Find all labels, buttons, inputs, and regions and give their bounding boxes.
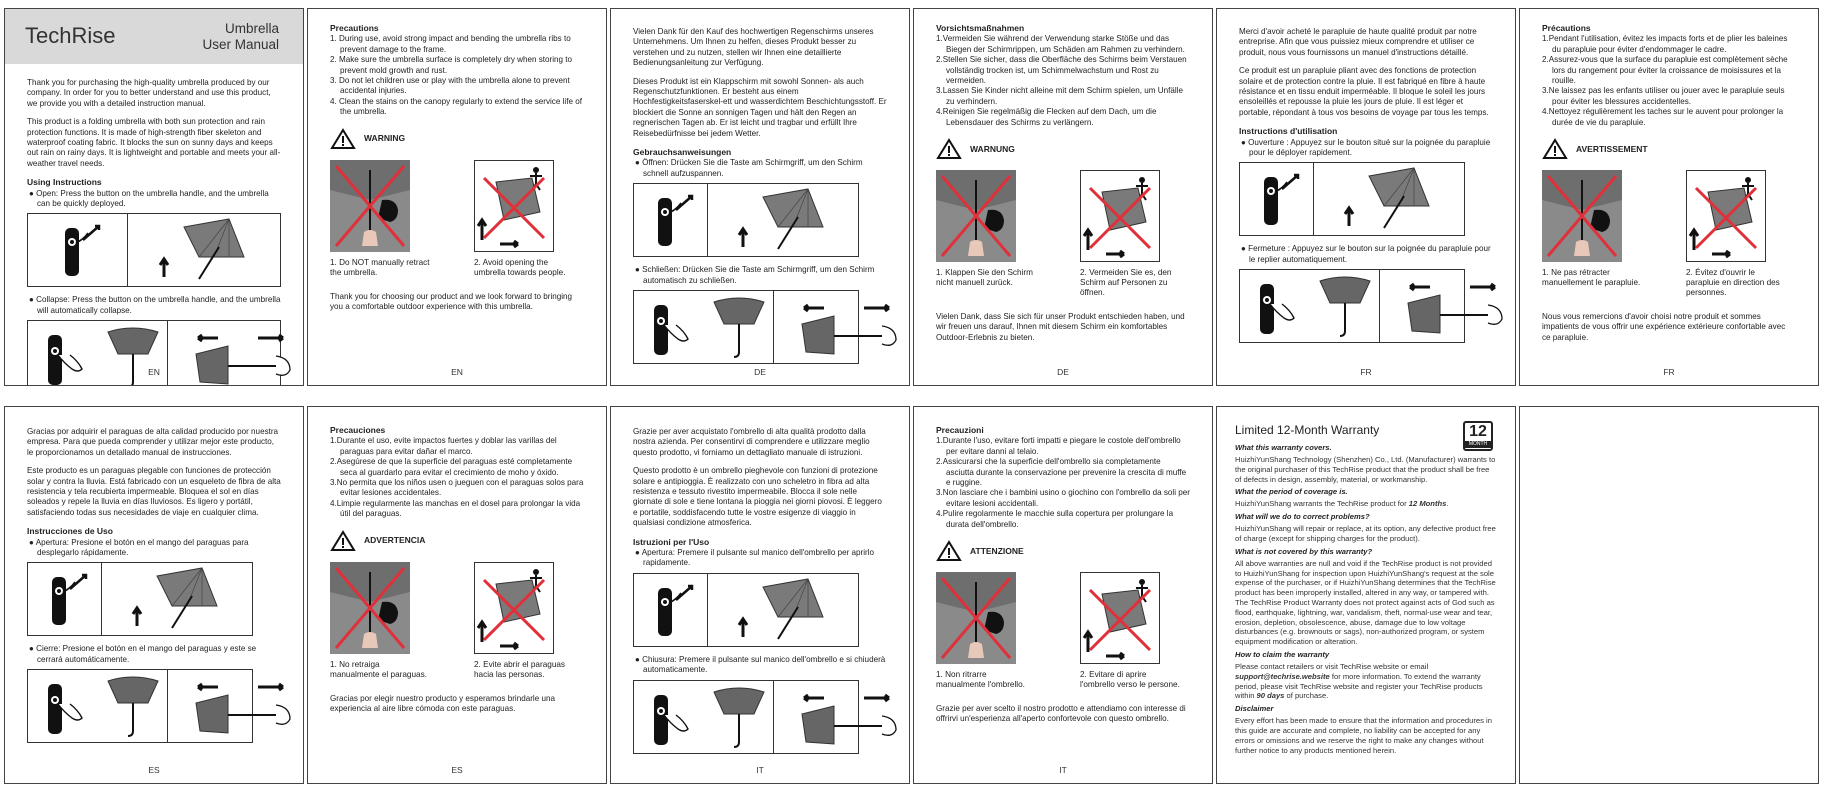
do-not-open-toward-people-icon xyxy=(474,160,554,252)
warning-caption: 1. Ne pas rétracter manuellement le parapluie. xyxy=(1542,268,1641,288)
precautions-list xyxy=(330,34,584,117)
precaution-item: 4.Nettoyez régulièrement les taches sur le auvent pour prolonger la durée de vie du parapluie. xyxy=(1542,107,1784,127)
close-instruction: ● Schließen: Drücken Sie die Taste am Schirmgriff, um den Schirm automatisch zu schließen. xyxy=(635,265,875,285)
folded-umbrella-icon xyxy=(704,684,774,750)
close-instruction: ● Collapse: Press the button on the umbrella handle, and the umbrella will automatically collapse. xyxy=(29,295,281,315)
warning-triangle-icon xyxy=(330,530,356,552)
close-figure xyxy=(27,669,253,743)
precaution-item: 4.Pulire regolarmente le macchie sulla copertura per prolungare la durata dell'ombrello. xyxy=(936,509,1174,529)
folded-umbrella-icon xyxy=(98,673,168,739)
description-text: Ce produit est un parapluie pliant avec des fonctions de protection solaire et de protection contre la pluie. Il est fabriqué en fibre à haute résistance et en tissu enduit imperméable. Il bloque le soleil les jours ensoleillés et repousse la pluie les jours de pluie. Il est léger et portable, répondant à tous vos besoins de voyage par tous les temps. xyxy=(1239,66,1489,117)
do-not-open-toward-people-icon xyxy=(474,562,554,654)
close-instruction: ● Cierre: Presione el botón en el mango del paraguas y este se cerrará automáticamente. xyxy=(29,644,257,664)
warning-label: ATTENZIONE xyxy=(970,545,1024,556)
support-email-link[interactable]: support@techrise.website xyxy=(1235,671,1330,681)
thank-you-text: Gracias por elegir nuestro producto y esperamos brindarle una experiencia al aire libre cómoda con este paraguas. xyxy=(330,693,555,714)
panel-blank xyxy=(1519,406,1819,784)
language-label: EN xyxy=(451,367,463,377)
open-figure xyxy=(27,213,281,287)
header-band xyxy=(5,9,303,64)
precaution-item: 2.Asegúrese de que la superficie del paraguas esté completamente seca al guardarlo para evitar el crecimiento de moho y óxido. xyxy=(330,457,573,477)
language-label: FR xyxy=(1663,367,1675,377)
section-title: Precauzioni xyxy=(936,425,984,435)
close-figure xyxy=(1239,269,1465,343)
warning-pictures xyxy=(1542,170,1796,298)
precaution-item: 3.Non lasciare che i bambini usino o giochino con l'ombrello da soli per evitare lesioni accidentali. xyxy=(936,488,1190,508)
thank-you-text: Nous vous remercions d'avoir choisi notre produit et sommes impatients de vous offrir une expérience extérieure confortable avec ce parapluie. xyxy=(1542,312,1786,342)
panel-es-precautions xyxy=(307,406,607,784)
warranty-answer: HuizhiYunShang Technology (Shenzhen) Co., Ltd. (Manufacturer) warrants to the original purchaser of this TechRise product that the product shall be free of defects in design, assembly, material, or workmanship. xyxy=(1235,455,1496,484)
open-instruction: ● Ouverture : Appuyez sur le bouton situé sur la poignée du parapluie pour le déployer rapidement. xyxy=(1241,137,1491,158)
language-label: IT xyxy=(1059,765,1067,775)
warning-label: ADVERTENCIA xyxy=(364,535,426,546)
precaution-item: 3.Ne laissez pas les enfants utiliser ou jouer avec le parapluie seuls pour éviter les blessures accidentelles. xyxy=(1542,86,1785,106)
open-figure xyxy=(633,183,859,257)
section-title: Instructions d'utilisation xyxy=(1239,126,1338,137)
warning-pictures xyxy=(330,562,584,680)
warning-caption: 1. Do NOT manually retract the umbrella. xyxy=(330,257,430,277)
warning-caption: 1. Klappen Sie den Schirm nicht manuell zurück. xyxy=(936,268,1033,288)
warning-pictures xyxy=(936,170,1190,298)
panel-fr-intro xyxy=(1216,8,1516,386)
folded-umbrella-icon xyxy=(704,294,774,360)
warning-caption: 1. Non ritrarre manualmente l'ombrello. xyxy=(936,670,1025,690)
umbrella-handle-icon xyxy=(43,218,113,282)
open-figure xyxy=(633,573,859,647)
umbrella-handle-icon xyxy=(30,567,100,631)
panel-warranty xyxy=(1216,406,1516,784)
description-text: Este producto es un paraguas plegable con funciones de protección solar y contra la lluvia. Está fabricado con un esqueleto de fibra de alta resistencia y tela recubierta impermeable. Bloquea el sol en días soleados y repele la lluvia en días lluviosos. Es ligero y portátil, satisfaciendo todas sus necesidades de viaje en cualquier clima. xyxy=(27,466,281,517)
panel-en-precautions xyxy=(307,8,607,386)
precautions-list xyxy=(936,436,1190,530)
open-figure xyxy=(1239,162,1465,236)
warning-caption: 2. Vermeiden Sie es, den Schirm auf Personen zu öffnen. xyxy=(1080,268,1172,298)
precaution-item: 2.Assicurarsi che la superficie dell'ombrello sia completamente asciutta durante la conservazione per prevenire la crescita di muffe e ruggine. xyxy=(936,457,1187,488)
open-instruction: ● Apertura: Premere il pulsante sul manico dell'ombrello per aprirlo rapidamente. xyxy=(635,548,875,568)
warning-picture-2 xyxy=(474,562,574,680)
precautions-list xyxy=(330,436,584,519)
do-not-open-toward-people-icon xyxy=(1080,572,1160,664)
manual-title: Umbrella User Manual xyxy=(202,21,279,52)
intro-text: Grazie per aver acquistato l'ombrello di alta qualità prodotto dalla nostra azienda. Per consentirvi di comprendere e utilizzare meglio questo prodotto, vi forniamo un dettagliato manuale di istruzioni. xyxy=(633,427,870,457)
warning-picture-1 xyxy=(936,170,1036,298)
description-text: Dieses Produkt ist ein Klappschirm mit sowohl Sonnen- als auch Regenschutzfunktionen. Er besteht aus einem Hochfestigkeitsfaserskel-ett und wasserdichtem Beschichtungsstoff. Er blockiert die Sonne an sonnigen Tagen und hält den Regen an regnerischen Tagen ab. Er ist leicht und tragbar und erfüllt Ihre Reisebedürfnisse bei jedem Wetter. xyxy=(633,76,887,138)
umbrella-open-icon xyxy=(129,217,279,283)
warning-label: WARNING xyxy=(364,133,406,144)
umbrella-open-icon xyxy=(708,577,858,643)
panel-fr-precautions xyxy=(1519,8,1819,386)
warning-header xyxy=(330,128,584,150)
precaution-item: 1. During use, avoid strong impact and bending the umbrella ribs to prevent damage to the frame. xyxy=(330,34,571,54)
warranty-answer: Every effort has been made to ensure that the information and procedures in this guide are accurate and complete, no liability can be accepted for any errors or omissions and we reserve the right to make any changes without further notice to any products mentioned herein. xyxy=(1235,716,1492,755)
language-label: DE xyxy=(1057,367,1069,377)
section-title: Precautions xyxy=(330,23,379,33)
section-title: Précautions xyxy=(1542,23,1591,33)
description-text: Questo prodotto è un ombrello pieghevole con funzioni di protezione solare e antipioggia. È realizzato con uno scheletro in fibra ad alta resistenza e tessuto rivestito impermeabile. Blocca il sole nelle giornate di sole e tiene lontana la pioggia nei giorni piovosi. È leggero e portatile, soddisfacendo tutte le vostre esigenze di viaggio in qualsiasi condizione atmosferica. xyxy=(633,466,882,528)
umbrella-handle-icon xyxy=(1242,167,1312,231)
precaution-item: 2.Assurez-vous que la surface du parapluie est complètement sèche lors du rangement pour éviter la croissance de moisissures et la rouille. xyxy=(1542,55,1788,86)
close-instruction: ● Chiusura: Premere il pulsante sul manico dell'ombrello e si chiuderà automaticamente. xyxy=(635,654,886,675)
umbrella-open-icon xyxy=(1314,166,1464,232)
open-figure xyxy=(27,562,253,636)
warning-picture-2 xyxy=(1080,572,1180,690)
warning-caption: 2. Évitez d'ouvrir le parapluie en direction des personnes. xyxy=(1686,268,1780,298)
do-not-retract-icon xyxy=(936,170,1016,262)
warning-triangle-icon xyxy=(330,128,356,150)
intro-text: Vielen Dank für den Kauf des hochwertigen Regenschirms unseres Unternehmens. Um Ihnen zu helfen, dieses Produkt besser zu verstehen und zu nutzen, stellen wir Ihnen eine detaillierte Bedienungsanleitung zur Verfügung. xyxy=(633,27,874,68)
section-title: Istruzioni per l'Uso xyxy=(633,536,710,547)
close-figure xyxy=(633,680,859,754)
section-title: Precauciones xyxy=(330,425,386,435)
umbrella-collapse-icon xyxy=(1380,273,1516,339)
warning-picture-1 xyxy=(330,562,430,680)
do-not-open-toward-people-icon xyxy=(1080,170,1160,262)
do-not-retract-icon xyxy=(330,160,410,252)
language-label: IT xyxy=(756,765,764,775)
warranty-question: What is not covered by this warranty? xyxy=(1235,546,1373,556)
warning-picture-1 xyxy=(936,572,1036,690)
panel-en-intro xyxy=(4,8,304,386)
panel-es-intro xyxy=(4,406,304,784)
do-not-retract-icon xyxy=(1542,170,1622,262)
precaution-item: 2. Make sure the umbrella surface is completely dry when storing to prevent mold growth and rust. xyxy=(330,55,573,75)
warranty-question: How to claim the warranty xyxy=(1235,649,1330,659)
warranty-answer: HuizhiYunShang will repair or replace, at its option, any defective product free of charge (except for shipping charges for the product). xyxy=(1235,524,1496,543)
precaution-item: 1.Durante l'uso, evitare forti impatti e piegare le costole dell'ombrello per evitare danni al telaio. xyxy=(936,436,1181,456)
warranty-question: Disclaimer xyxy=(1235,704,1274,714)
warning-header xyxy=(936,138,1190,160)
precaution-item: 4. Clean the stains on the canopy regularly to extend the service life of the umbrella. xyxy=(330,96,582,117)
warning-picture-1 xyxy=(1542,170,1642,298)
brand-logo: TechRise xyxy=(25,23,116,48)
umbrella-handle-press-icon xyxy=(634,685,704,749)
precaution-item: 2.Stellen Sie sicher, dass die Oberfläche des Schirms beim Verstauen vollständig trocken ist, um Schimmelwachstum und Rost zu vermeiden. xyxy=(936,55,1187,86)
panel-de-intro xyxy=(610,8,910,386)
open-instruction: ● Öffnen: Drücken Sie die Taste am Schirmgriff, um den Schirm schnell aufzuspannen. xyxy=(635,158,863,178)
warranty-question: What the period of coverage is. xyxy=(1235,487,1348,497)
warning-pictures xyxy=(936,572,1190,690)
warning-header xyxy=(1542,138,1796,160)
language-label: ES xyxy=(148,765,160,775)
language-label: DE xyxy=(754,367,766,377)
warning-pictures xyxy=(330,160,584,278)
precaution-item: 4.Limpie regularmente las manchas en el dosel para prolongar la vida útil del paraguas. xyxy=(330,498,581,519)
umbrella-collapse-icon xyxy=(774,684,910,750)
warning-triangle-icon xyxy=(936,540,962,562)
warranty-question: What this warranty covers. xyxy=(1235,443,1332,452)
intro-text: Gracias por adquirir el paraguas de alta calidad producido por nuestra empresa. Para que pueda comprender y utilizar mejor este producto, le proporcionamos un detallado manual de instrucciones. xyxy=(27,427,279,457)
warning-triangle-icon xyxy=(1542,138,1568,160)
precautions-list xyxy=(1542,34,1796,128)
warning-picture-2 xyxy=(1686,170,1786,298)
precaution-item: 1.Vermeiden Sie während der Verwendung starke Stöße und das Biegen der Schirmrippen, um Schäden am Rahmen zu verhindern. xyxy=(936,34,1185,54)
warning-picture-2 xyxy=(474,160,574,278)
description-text: This product is a folding umbrella with both sun protection and rain protection functions. It is made of high-strength fiber skeleton and waterproof coating fabric. It blocks the sun on sunny days and keeps out rain on rainy days. It is lightweight and portable and meets your all-weather travel needs. xyxy=(27,117,281,168)
warning-label: AVERTISSEMENT xyxy=(1576,143,1648,154)
close-figure xyxy=(633,290,859,364)
precaution-item: 3.No permita que los niños usen o jueguen con el paraguas solos para evitar lesiones accidentales. xyxy=(330,478,584,498)
umbrella-handle-press-icon xyxy=(634,295,704,359)
warning-label: WARNUNG xyxy=(970,143,1015,154)
warning-caption: 2. Avoid opening the umbrella towards people. xyxy=(474,257,566,277)
section-title: Vorsichtsmaßnahmen xyxy=(936,23,1025,33)
panel-it-intro xyxy=(610,406,910,784)
warning-header xyxy=(936,540,1190,562)
intro-text: Thank you for purchasing the high-quality umbrella produced by our company. In order for you to better understand and use this product, we provide you with a detailed instruction manual. xyxy=(27,78,271,108)
umbrella-collapse-icon xyxy=(168,673,304,739)
warning-picture-2 xyxy=(1080,170,1180,298)
language-label: ES xyxy=(451,765,463,775)
precaution-item: 1.Pendant l'utilisation, évitez les impacts forts et de plier les baleines du parapluie pour éviter d'endommager le cadre. xyxy=(1542,34,1788,54)
umbrella-collapse-icon xyxy=(774,294,910,360)
umbrella-handle-press-icon xyxy=(1240,274,1310,338)
precaution-item: 4.Reinigen Sie regelmäßig die Flecken auf dem Dach, um die Lebensdauer des Schirms zu verlängern. xyxy=(936,107,1157,127)
warranty-question: What will we do to correct problems? xyxy=(1235,512,1370,522)
umbrella-handle-press-icon xyxy=(28,674,98,738)
warning-header xyxy=(330,530,584,552)
precaution-item: 3.Lassen Sie Kinder nicht alleine mit dem Schirm spielen, um Unfälle zu verhindern. xyxy=(936,86,1183,106)
open-instruction: ● Open: Press the button on the umbrella handle, and the umbrella can be quickly deployed. xyxy=(29,188,269,209)
warranty-answer: All above warranties are null and void if the TechRise product is not provided to HuizhiYunShang for inspection upon HuizhiYunShang's request at the sole expense of the purchaser, or if HuizhiYunShang determines that the TechRise product has been improperly installed, altered in any way, or tampered with. The TechRise Product Warranty does not protect against acts of God such as flood, earthquake, lightning, war, vandalism, theft, normal-use wear and tear, erosion, depletion, obsolescence, abuse, damage due to low voltage disturbances (e.g. brownouts or sags), non-authorized program, or system equipment modification or alteration. xyxy=(1235,558,1496,647)
umbrella-open-icon xyxy=(102,566,252,632)
section-title: Gebrauchsanweisungen xyxy=(633,147,732,158)
language-label: EN xyxy=(148,367,160,377)
close-instruction: ● Fermeture : Appuyez sur le bouton sur la poignée du parapluie pour le replier automatiquement. xyxy=(1241,244,1491,264)
umbrella-handle-icon xyxy=(636,188,706,252)
precaution-item: 3. Do not let children use or play with the umbrella alone to prevent accidental injuries. xyxy=(330,76,570,96)
warning-triangle-icon xyxy=(936,138,962,160)
warning-caption: 2. Evite abrir el paraguas hacia las personas. xyxy=(474,659,566,679)
warranty-answer: HuizhiYunShang warrants the TechRise product for 12 Months. xyxy=(1235,499,1449,509)
section-title: Using Instructions xyxy=(27,177,102,188)
section-title: Instrucciones de Uso xyxy=(27,526,113,537)
precautions-list xyxy=(936,34,1190,128)
panel-it-precautions xyxy=(913,406,1213,784)
thank-you-text: Vielen Dank, dass Sie sich für unser Produkt entschieden haben, und wir freuen uns darauf, Ihnen mit diesem Schirm ein komfortables Outdoor-Erlebnis zu bieten. xyxy=(936,312,1185,342)
do-not-retract-icon xyxy=(936,572,1016,664)
thank-you-text: Thank you for choosing our product and we look forward to bringing you a comfortable outdoor experience with this umbrella. xyxy=(330,291,573,312)
warning-caption: 2. Evitare di aprire l'ombrello verso le persone. xyxy=(1080,670,1180,690)
do-not-retract-icon xyxy=(330,562,410,654)
intro-text: Merci d'avoir acheté le parapluie de haute qualité produit par notre entreprise. Afin que vous puissiez mieux comprendre et utiliser ce produit, nous vous fournissons un manuel d'instructions détaillé. xyxy=(1239,27,1477,57)
warranty-title: Limited 12-Month Warranty xyxy=(1235,423,1380,437)
language-label: FR xyxy=(1360,367,1372,377)
umbrella-open-icon xyxy=(708,187,858,253)
warning-caption: 1. No retraiga manualmente el paraguas. xyxy=(330,659,427,679)
folded-umbrella-icon xyxy=(1310,273,1380,339)
umbrella-handle-icon xyxy=(636,578,706,642)
open-instruction: ● Apertura: Presione el botón en el mango del paraguas para desplegarlo rápidamente. xyxy=(29,537,249,558)
thank-you-text: Grazie per aver scelto il nostro prodotto e attendiamo con interesse di offrirvi un'esperienza all'aperto confortevole con questo ombrello. xyxy=(936,704,1186,724)
warranty-answer: Please contact retailers or visit TechRise website or email support@techrise.website for more information. To extend the warranty period, please visit TechRise website and register your TechRise products within 90 days of purchase. xyxy=(1235,661,1483,701)
twelve-month-badge: 12 MONTH xyxy=(1463,421,1493,451)
precaution-item: 1.Durante el uso, evite impactos fuertes y doblar las varillas del paraguas para evitar dañar el marco. xyxy=(330,436,557,456)
warning-picture-1 xyxy=(330,160,430,278)
do-not-open-toward-people-icon xyxy=(1686,170,1766,262)
panel-de-precautions xyxy=(913,8,1213,386)
